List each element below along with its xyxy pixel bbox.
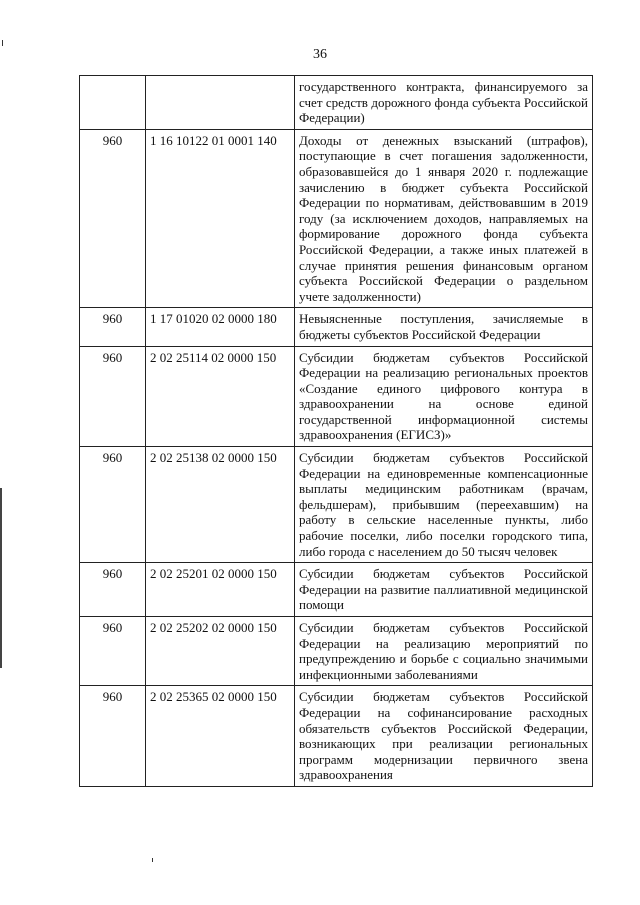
description-cell: Доходы от денежных взысканий (штрафов), поступающие в счет погашения задолженности, образовавшейся до 1 января 2020 г. подлежащие зачислению в бюджет субъекта Российской Федерации по нормативам, действовавшим в 2019 году (за исключением доходов, направляемых на формирование дорожного фонда субъекта Российской Федерации, а также иных платежей в случае принятия решения финансовым органом субъекта Российской Федерации о раздельном учете задолженности) <box>295 129 593 308</box>
budget-code-cell <box>146 76 295 130</box>
budget-code-cell: 2 02 25202 02 0000 150 <box>146 617 295 686</box>
table-row <box>80 129 593 308</box>
table-row <box>80 447 593 563</box>
table-row <box>80 686 593 787</box>
table-row <box>80 308 593 346</box>
description-cell: Субсидии бюджетам субъектов Российской Федерации на развитие паллиативной медицинской помощи <box>295 563 593 617</box>
admin-code-cell: 960 <box>80 346 146 447</box>
scan-mark-side <box>0 488 2 668</box>
description-cell: Субсидии бюджетам субъектов Российской Федерации на единовременные компенсационные выплаты медицинским работникам (врачам, фельдшерам), прибывшим (переехавшим) на работу в сельские населенные пункты, либо рабочие поселки, либо поселки городского типа, либо города с населением до 50 тысяч человек <box>295 447 593 563</box>
scan-mark-bottom <box>152 858 153 862</box>
page-number: 36 <box>313 47 327 62</box>
budget-code-cell: 2 02 25365 02 0000 150 <box>146 686 295 787</box>
budget-codes-table <box>79 75 593 787</box>
budget-code-cell: 2 02 25201 02 0000 150 <box>146 563 295 617</box>
description-cell: Субсидии бюджетам субъектов Российской Федерации на софинансирование расходных обязательств субъектов Российской Федерации, возникающих при реализации региональных программ модернизации первичного звена здравоохранения <box>295 686 593 787</box>
admin-code-cell: 960 <box>80 308 146 346</box>
budget-code-cell: 2 02 25138 02 0000 150 <box>146 447 295 563</box>
table-row <box>80 563 593 617</box>
description-cell: государственного контракта, финансируемого за счет средств дорожного фонда субъекта Российской Федерации) <box>295 76 593 130</box>
admin-code-cell: 960 <box>80 563 146 617</box>
description-cell: Субсидии бюджетам субъектов Российской Федерации на реализацию региональных проектов «Создание единого цифрового контура в здравоохранении на основе единой государственной информационной системы здравоохранения (ЕГИСЗ)» <box>295 346 593 447</box>
table-row <box>80 76 593 130</box>
admin-code-cell: 960 <box>80 447 146 563</box>
budget-code-cell: 1 17 01020 02 0000 180 <box>146 308 295 346</box>
description-cell: Невыясненные поступления, зачисляемые в бюджеты субъектов Российской Федерации <box>295 308 593 346</box>
admin-code-cell <box>80 76 146 130</box>
admin-code-cell: 960 <box>80 617 146 686</box>
admin-code-cell: 960 <box>80 129 146 308</box>
admin-code-cell: 960 <box>80 686 146 787</box>
scan-mark-top <box>2 40 3 46</box>
budget-code-cell: 2 02 25114 02 0000 150 <box>146 346 295 447</box>
budget-code-cell: 1 16 10122 01 0001 140 <box>146 129 295 308</box>
table-row <box>80 617 593 686</box>
description-cell: Субсидии бюджетам субъектов Российской Федерации на реализацию мероприятий по предупреждению и борьбе с социально значимыми инфекционными заболеваниями <box>295 617 593 686</box>
table-row <box>80 346 593 447</box>
